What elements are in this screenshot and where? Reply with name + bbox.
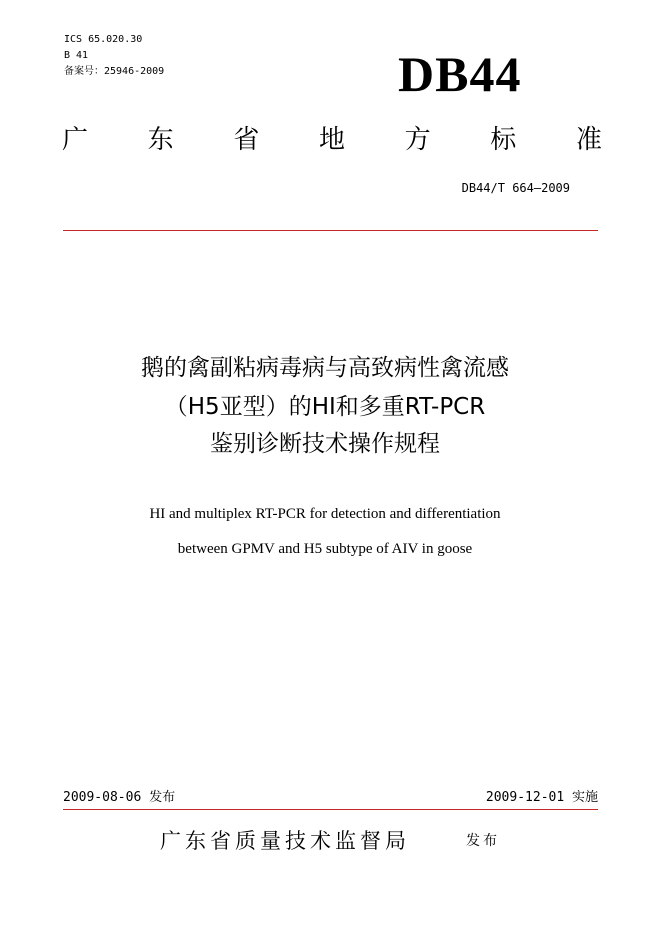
standard-type-char: 省 xyxy=(233,125,260,155)
standard-type-char: 广 xyxy=(62,125,89,155)
issuing-authority: 广东省质量技术监督局 xyxy=(160,829,410,853)
standard-type-heading xyxy=(62,120,602,160)
classification-block xyxy=(64,32,164,80)
title-en-line-1: HI and multiplex RT-PCR for detection and differentiation xyxy=(149,506,501,522)
standard-code: DB44/T 664—2009 xyxy=(461,181,570,195)
standard-type-char: 准 xyxy=(575,125,602,155)
record-number: 备案号：25946-2009 xyxy=(64,66,165,77)
title-en-line-2: between GPMV and H5 subtype of AIV in goose xyxy=(177,541,473,557)
title-cn-line-1: 鹅的禽副粘病毒病与高致病性禽流感 xyxy=(141,355,509,381)
ics-code: ICS 65.020.30 xyxy=(64,34,143,45)
title-cn-line-3: 鉴别诊断技术操作规程 xyxy=(210,431,440,457)
standard-type-char: 标 xyxy=(490,125,517,155)
standard-type-char: 地 xyxy=(318,125,345,155)
implementation-date: 2009-12-01 实施 xyxy=(485,790,598,805)
top-divider xyxy=(63,230,598,231)
issuing-label: 发布 xyxy=(466,833,500,849)
db44-logo: DB44 xyxy=(398,46,522,102)
ccs-code: B 41 xyxy=(64,50,89,61)
issue-date: 2009-08-06 发布 xyxy=(63,790,176,805)
title-cn-line-2: （H5亚型）的HI和多重RT-PCR xyxy=(164,394,486,420)
standard-type-char: 方 xyxy=(404,125,431,155)
standard-type-char: 东 xyxy=(147,125,174,155)
bottom-divider xyxy=(63,809,598,810)
